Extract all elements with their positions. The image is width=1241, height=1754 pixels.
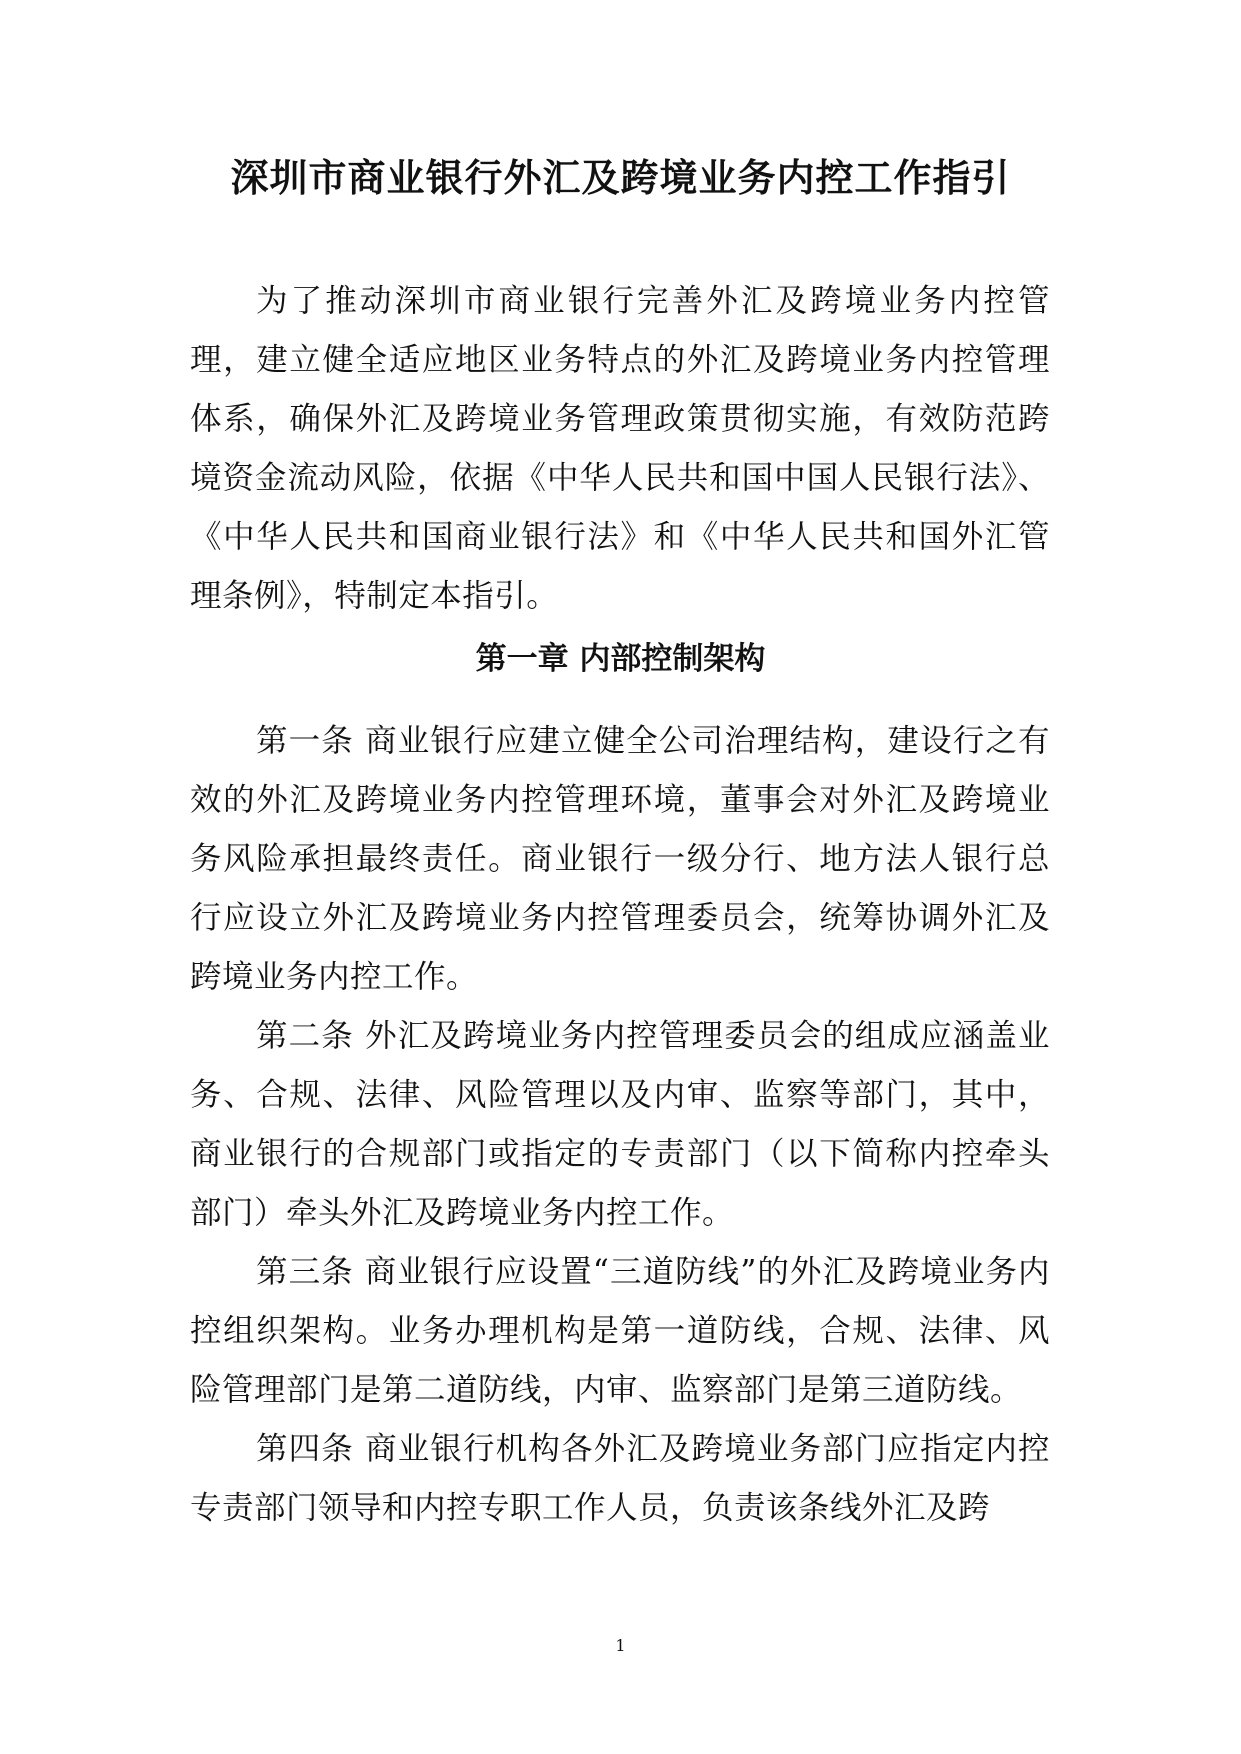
- document-title: 深圳市商业银行外汇及跨境业务内控工作指引: [230, 156, 1011, 200]
- intro-paragraph: 为了推动深圳市商业银行完善外汇及跨境业务内控管理，建立健全适应地区业务特点的外汇及跨境业务内控管理体系，确保外汇及跨境业务管理政策贯彻实施，有效防范跨境资金流动风险，依据《中华人民共和国中国人民银行法》、《中华人民共和国商业银行法》和《中华人民共和国外汇管理条例》，特制定本指引。: [190, 283, 1050, 614]
- article-2: 第二条 外汇及跨境业务内控管理委员会的组成应涵盖业务、合规、法律、风险管理以及内审、监察等部门，其中，商业银行的合规部门或指定的专责部门（以下简称内控牵头部门）牵头外汇及跨境业务内控工作。: [190, 1018, 1050, 1231]
- article-4: 第四条 商业银行机构各外汇及跨境业务部门应指定内控专责部门领导和内控专职工作人员，负责该条线外汇及跨: [190, 1431, 1050, 1526]
- article-1: 第一条 商业银行应建立健全公司治理结构，建设行之有效的外汇及跨境业务内控管理环境，董事会对外汇及跨境业务风险承担最终责任。商业银行一级分行、地方法人银行总行应设立外汇及跨境业务内控管理委员会，统筹协调外汇及跨境业务内控工作。: [190, 723, 1050, 995]
- article-3: 第三条 商业银行应设置“三道防线”的外汇及跨境业务内控组织架构。业务办理机构是第一道防线，合规、法律、风险管理部门是第二道防线，内审、监察部门是第三道防线。: [190, 1254, 1050, 1408]
- page-number: 1: [615, 1636, 626, 1655]
- chapter-title: 第一章 内部控制架构: [475, 641, 766, 677]
